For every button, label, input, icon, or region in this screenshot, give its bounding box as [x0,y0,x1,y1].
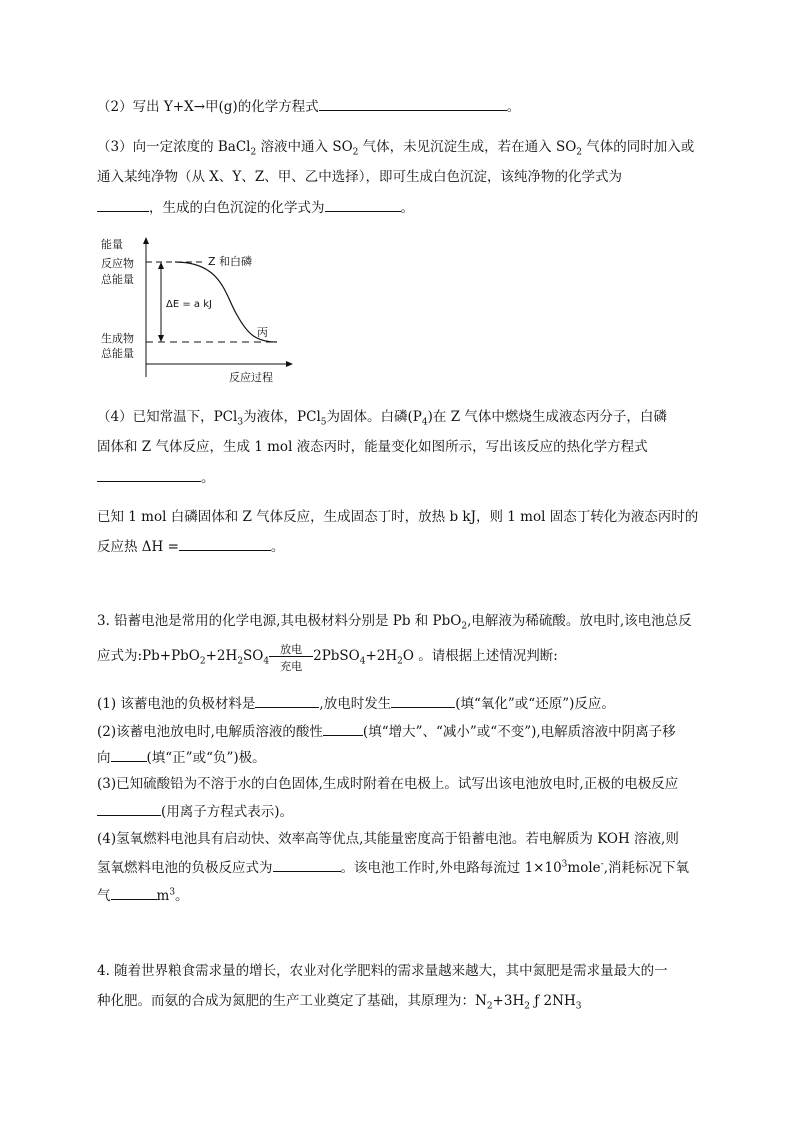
question-4b-line-2 [97,991,581,1011]
subscript: 2 [199,656,206,667]
question-4-line-2: 固体和 Z 气体反应，生成 1 mol 液态丙时，能量变化如图所示，写出该反应的热化学方程式 [97,439,648,455]
q3b-text: 。该电池工作时,外电路每流过 1×10 [340,860,562,876]
q4-text: 。 [270,539,285,555]
question-3-line-2: 通入某纯净物（从 X、Y、Z、甲、乙中选择），即可生成白色沉淀，该纯净物的化学式为 [97,169,622,185]
question-4-line-5 [97,536,284,557]
q3-text: 。 [400,200,414,216]
question-3-line-3 [97,197,414,218]
question-3b-line-1 [97,611,692,631]
question-3b-part-3: (3)已知硫酸铅为不溶于水的白色固体,生成时附着在电极上。试写出该电池放电时,正极的电极反应 [97,776,679,792]
q4-text: 。 [201,470,215,486]
curve-label-top: Z 和白磷 [208,255,253,268]
q3b-text: +2H [365,648,398,664]
answer-blank[interactable] [273,857,341,872]
answer-blank[interactable] [319,96,507,111]
answer-blank[interactable] [179,536,271,551]
q3b-text: (填“增大”、“减小”或“不变”),电解质溶液中阴离子移 [362,724,676,740]
question-3b-part-3b [97,801,293,822]
subscript: 2 [461,621,468,632]
curve-label-dash: - [198,255,202,268]
q3b-text: 气 [97,888,111,904]
q3b-text: m [156,888,170,904]
q3-text: 溶液中通入 SO [256,139,353,155]
q3b-text: ,消耗标况下氧 [603,860,689,876]
question-3b-part-1 [97,693,615,714]
curve-label-bottom: 丙 [257,326,268,339]
q3b-text: (2)该蓄电池放电时,电解质溶液的酸性 [97,724,323,740]
subscript: 2 [576,147,583,158]
question-4b-line-1: 4. 随着世界粮食需求量的增长，农业对化学肥料的需求量越来越大，其中氮肥是需求量最大的一 [97,963,668,979]
q3b-text: 3. 铅蓄电池是常用的化学电源,其电极材料分别是 Pb 和 PbO [97,613,462,629]
q4-text: （4）已知常温下，PCl [97,409,238,425]
answer-blank[interactable] [255,693,319,708]
answer-blank[interactable] [97,467,201,482]
q4-text: 反应热 ΔH = [97,539,179,555]
subscript: 3 [237,417,244,428]
subscript: 3 [575,1001,582,1012]
subscript: 5 [320,417,327,428]
question-3b-line-2 [97,643,558,673]
question-3b-part-2b [97,747,266,768]
question-3b-part-4b [97,857,689,878]
answer-blank[interactable] [323,721,363,736]
subscript: 4 [421,417,428,428]
energy-diagram [97,235,297,385]
q3-text: ，生成的白色沉淀的化学式为 [149,200,325,216]
question-4-line-1 [97,407,667,427]
answer-blank[interactable] [97,801,161,816]
question-3b-part-4: (4)氢氧燃料电池具有启动快、效率高等优点,其能量密度高于铅蓄电池。若电解质为 KOH 溶液,则 [97,831,679,847]
product-label-1: 生成物 [101,332,134,345]
question-4-line-4: 已知 1 mol 白磷固体和 Z 气体反应，生成固态丁时，放热 b kJ，则 1 mol 固态丁转化为液态丙时的 [97,509,699,525]
q3-text: 气体的同时加入或 [582,139,695,155]
formula-p4: (P [407,409,422,425]
subscript: 2 [397,656,403,667]
reactant-label-2: 总能量 [101,273,134,286]
q4-text: 为固体。白磷 [326,409,408,425]
subscript: 4 [359,656,366,667]
q3b-text: mole [567,860,601,876]
q3b-text: 。 [175,888,189,904]
delta-arrow-head-bottom [158,335,164,342]
arrow-top-label: 放电 [280,643,303,656]
reversible-arrow [269,643,313,673]
q3b-text: 应式为:Pb+PbO [97,648,200,664]
q3b-text: 氢氧燃料电池的负极反应式为 [97,860,273,876]
question-3b-part-2 [97,721,676,742]
answer-blank[interactable] [111,885,157,900]
q4b-text: ƒ 2NH [529,993,576,1009]
q3b-text: ,放电时发生 [319,696,392,712]
answer-blank[interactable] [391,693,455,708]
q4b-text: 种化肥。而氨的合成为氮肥的生产工业奠定了基础，其原理为：N [97,993,487,1009]
x-axis-arrow [286,361,293,367]
subscript: 2 [524,1001,530,1012]
delta-arrow-head-top [158,262,164,269]
q3-text: （3）向一定浓度的 BaCl [97,139,251,155]
q2-suffix: 。 [506,99,521,115]
question-3-line-1 [97,137,694,157]
y-axis-arrow [143,237,149,244]
subscript: 2 [237,656,244,667]
q3b-text: (用离子方程式表示)。 [161,804,294,820]
q3b-text: 向 [97,750,111,766]
delta-label: ΔE = a kJ [166,299,212,310]
reactant-label-1: 反应物 [101,257,134,270]
superscript: 3 [169,887,176,898]
q4-text: 在 Z 气体中燃烧生成液态丙分子，白磷 [432,409,667,425]
q3b-text: (填“正”或“负”)极。 [146,750,266,766]
q4-text: 为液体，PCl [243,409,321,425]
subscript: 2 [250,147,257,158]
product-label-2: 总能量 [101,347,134,360]
answer-blank[interactable] [97,197,149,212]
q2-prefix: （2）写出 Y+X→甲(g)的化学方程式 [97,99,319,115]
y-label: 能量 [101,238,123,251]
q3b-text: SO [243,648,264,664]
q3b-text: ,电解液为稀硫酸。放电时,该电池总反 [467,613,692,629]
q3-text: 气体，未见沉淀生成，若在通入 SO [358,139,577,155]
arrow-bottom-label: 充电 [280,660,303,673]
answer-blank[interactable] [325,197,401,212]
q3b-text: (填“氧化”或“还原”)反应。 [455,696,615,712]
x-label: 反应过程 [229,371,273,384]
subscript: 2 [486,1001,493,1012]
q3b-text: O 。请根据上述情况判断: [402,648,558,664]
q3b-text: (1) 该蓄电池的负极材料是 [97,696,256,712]
question-3b-part-4c [97,885,189,906]
q3b-text: 2PbSO [313,648,360,664]
q4b-text: +3H [492,993,525,1009]
question-4-line-3 [97,467,215,488]
q3b-text: +2H [205,648,238,664]
answer-blank[interactable] [111,747,147,762]
superscript: 3 [561,859,568,870]
subscript: 4 [263,656,270,667]
formula-p4-end: ) [427,409,433,425]
superscript: - [600,859,604,870]
subscript: 2 [352,147,359,158]
question-2-line [97,96,520,117]
